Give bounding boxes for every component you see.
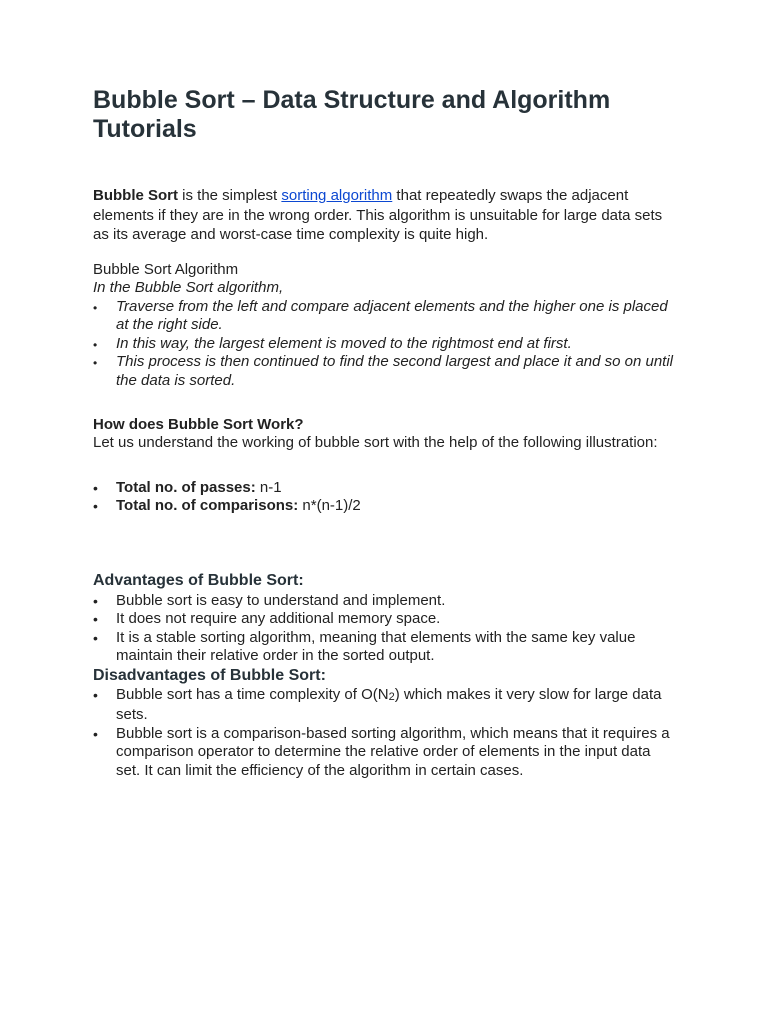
how-it-works-text: Let us understand the working of bubble sort with the help of the following illustration: xyxy=(93,434,658,451)
intro-text-before-link: is the simplest xyxy=(178,187,282,204)
bullet-icon: • xyxy=(93,479,98,496)
bullet-icon: • xyxy=(93,356,98,370)
bullet-icon: • xyxy=(93,686,98,703)
list-item-text: It is a stable sorting algorithm, meaning that elements with the same key value maintain their relative order in the sorted output. xyxy=(116,628,636,664)
disadvantages-heading: Disadvantages of Bubble Sort: xyxy=(93,666,326,684)
bullet-icon: • xyxy=(93,611,98,627)
list-item-text: This process is then continued to find the second largest and place it and so on until the data is sorted. xyxy=(116,353,674,389)
list-item xyxy=(93,335,675,354)
list-item-text: ) which makes it very slow for large data sets. xyxy=(116,685,662,723)
bullet-icon: • xyxy=(93,629,98,646)
list-item-text: It does not require any additional memory space. xyxy=(116,610,441,627)
disadvantages-list xyxy=(93,686,675,781)
bullet-icon: • xyxy=(93,300,98,315)
stat-label: Total no. of comparisons: xyxy=(116,497,299,514)
page-title: Bubble Sort – Data Structure and Algorithm Tutorials xyxy=(93,86,611,143)
stat-value: n*(n-1)/2 xyxy=(298,497,361,514)
list-item xyxy=(93,298,675,335)
list-item-text: In this way, the largest element is moved to the rightmost end at first. xyxy=(116,334,572,352)
list-item xyxy=(93,592,675,611)
list-item-text: Bubble sort is a comparison-based sorting algorithm, which means that it requires a comparison operator to determine the relative order of elements in the input data set. It can limit the efficiency of the algorithm in certain cases. xyxy=(116,724,670,779)
list-item xyxy=(93,725,675,781)
algorithm-steps-list xyxy=(93,298,675,391)
list-item xyxy=(93,479,675,498)
list-item xyxy=(93,686,675,725)
how-it-works-heading: How does Bubble Sort Work? xyxy=(93,416,304,433)
sorting-algorithm-link[interactable]: sorting algorithm xyxy=(281,187,393,204)
advantages-list xyxy=(93,592,675,666)
article-content xyxy=(93,86,675,780)
bullet-icon: • xyxy=(93,725,98,742)
bullet-icon: • xyxy=(93,337,98,352)
list-item xyxy=(93,497,675,516)
bullet-icon: • xyxy=(93,592,98,609)
complexity-stats-list xyxy=(93,479,675,516)
list-item xyxy=(93,610,675,629)
list-item-text: Traverse from the left and compare adjacent elements and the higher one is placed at the right side. xyxy=(116,297,668,333)
superscript-exponent: 2 xyxy=(388,690,395,703)
intro-bold-term: Bubble Sort xyxy=(93,187,178,204)
intro-text-after-link: that repeatedly swaps the adjacent elements if they are in the wrong order. This algorithm is unsuitable for large data sets as its average and worst-case time complexity is quite high. xyxy=(93,187,663,243)
list-item-text: Bubble sort is easy to understand and implement. xyxy=(116,591,446,609)
advantages-heading: Advantages of Bubble Sort: xyxy=(93,571,304,589)
stat-label: Total no. of passes: xyxy=(116,478,256,496)
bullet-icon: • xyxy=(93,498,98,514)
list-item xyxy=(93,629,675,666)
intro-paragraph xyxy=(93,186,675,245)
list-item xyxy=(93,353,675,390)
algorithm-lead: In the Bubble Sort algorithm, xyxy=(93,279,284,296)
algorithm-heading: Bubble Sort Algorithm xyxy=(93,260,239,278)
stat-value: n-1 xyxy=(255,478,282,496)
list-item-text: Bubble sort has a time complexity of O(N xyxy=(116,685,389,703)
